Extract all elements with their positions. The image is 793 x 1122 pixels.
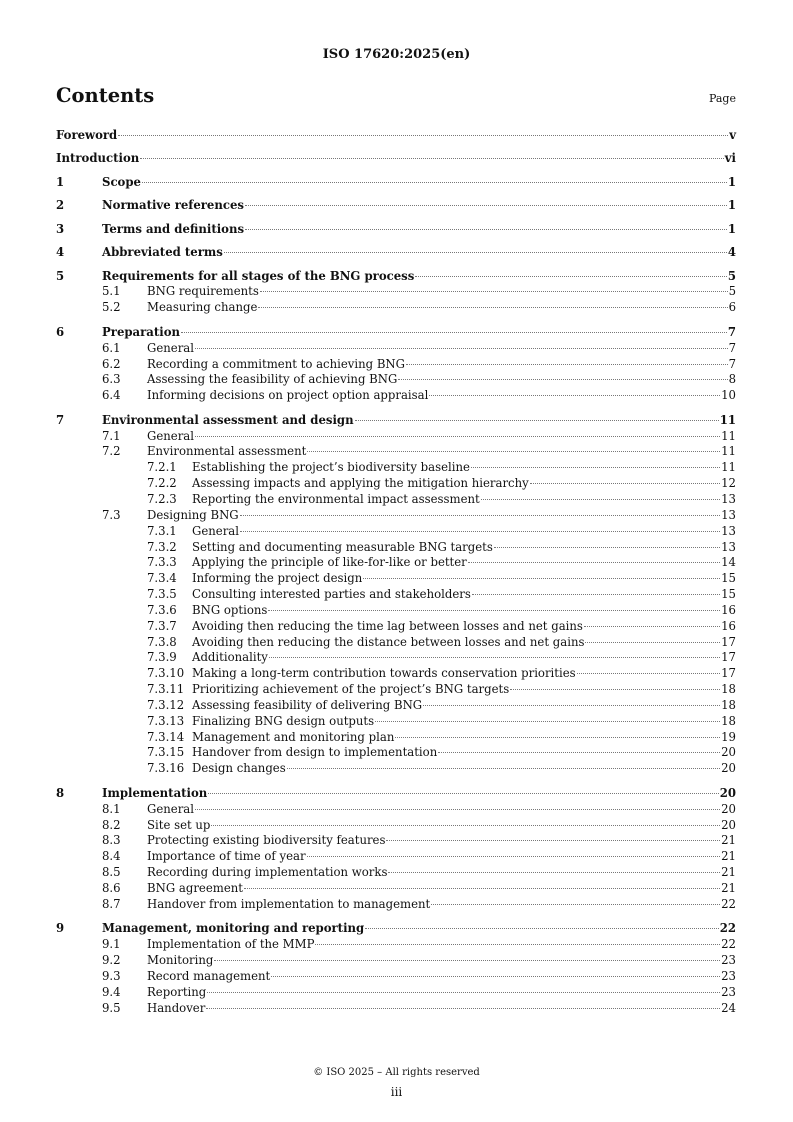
- toc-entry[interactable]: [56, 818, 736, 834]
- dot-leader: [258, 307, 727, 308]
- toc-entry-number: 6.3: [102, 372, 121, 387]
- toc-entry-number: 3: [56, 221, 65, 236]
- toc-entry-page: 17: [721, 666, 736, 681]
- toc-entry-title: Applying the principle of like-for-like or better: [192, 555, 467, 570]
- toc-entry[interactable]: [56, 388, 736, 404]
- toc-entry[interactable]: [56, 151, 736, 167]
- copyright-footer: © ISO 2025 – All rights reserved: [313, 1067, 480, 1078]
- dot-leader: [240, 531, 720, 532]
- toc-entry-number: 8.5: [102, 865, 121, 880]
- toc-entry-title: Preparation: [102, 324, 180, 339]
- toc-entry-number: 8.4: [102, 849, 121, 864]
- dot-leader: [395, 737, 720, 738]
- toc-entry-page: 16: [721, 618, 736, 633]
- toc-entry-title: BNG options: [192, 602, 268, 617]
- dot-leader: [438, 752, 720, 753]
- toc-entry-title: Assessing impacts and applying the mitigation hierarchy: [192, 476, 529, 491]
- toc-entry[interactable]: [56, 300, 736, 316]
- toc-entry-title: Assessing feasibility of delivering BNG: [192, 697, 423, 712]
- dot-leader: [207, 992, 720, 993]
- toc-entry-page: 22: [721, 937, 736, 952]
- toc-entry-page: 7: [728, 340, 736, 355]
- toc-entry-number: 7.3.11: [147, 682, 185, 697]
- toc-entry-number: 7.3.16: [147, 761, 185, 776]
- toc-entry-title: Additionality: [192, 650, 268, 665]
- document-id-header: ISO 17620:2025(en): [322, 47, 471, 62]
- dot-leader: [214, 960, 720, 961]
- toc-entry-page: 7: [727, 324, 736, 339]
- toc-entry-title: Protecting existing biodiversity features: [147, 833, 386, 848]
- toc-entry[interactable]: [56, 128, 736, 144]
- toc-entry-title: General: [147, 340, 194, 355]
- toc-entry-page: 23: [721, 984, 736, 999]
- toc-entry-page: 21: [721, 880, 736, 895]
- dot-leader: [140, 158, 724, 159]
- toc-entry-title: Normative references: [102, 198, 244, 213]
- toc-entry-page: 1: [727, 198, 736, 213]
- toc-entry-page: 10: [721, 388, 736, 403]
- toc-entry-number: 7: [56, 412, 65, 427]
- toc-entry-title: Designing BNG: [147, 507, 239, 522]
- toc-entry-number: 7.1: [102, 428, 121, 443]
- toc-entry-number: 9.2: [102, 952, 121, 967]
- toc-entry-title: Consulting interested parties and stakeholders: [192, 587, 471, 602]
- toc-entry-page: 12: [721, 476, 736, 491]
- toc-entry-number: 7.3.14: [147, 729, 185, 744]
- toc-entry-title: Environmental assessment: [147, 444, 307, 459]
- toc-entry-number: 2: [56, 198, 65, 213]
- toc-entry-number: 7.3.15: [147, 745, 185, 760]
- toc-entry[interactable]: [56, 698, 736, 714]
- toc-entry-number: 7.2: [102, 444, 121, 459]
- toc-entry-title: Informing decisions on project option appraisal: [147, 388, 429, 403]
- toc-entry-title: Reporting the environmental impact assessment: [192, 491, 480, 506]
- toc-entry[interactable]: [56, 444, 736, 460]
- page-column-label: Page: [708, 92, 736, 105]
- toc-entry[interactable]: [56, 540, 736, 556]
- dot-leader: [355, 420, 719, 421]
- dot-leader: [195, 348, 728, 349]
- dot-leader: [244, 888, 720, 889]
- toc-entry-number: 7.3.7: [147, 618, 177, 633]
- toc-entry-number: 8.1: [102, 801, 121, 816]
- dot-leader: [307, 856, 721, 857]
- toc-entry-page: 7: [728, 356, 736, 371]
- toc-entry[interactable]: [56, 849, 736, 865]
- toc-entry-page: 1: [727, 221, 736, 236]
- toc-entry-page: 1: [727, 174, 736, 189]
- toc-entry[interactable]: [56, 413, 736, 429]
- dot-leader: [386, 840, 720, 841]
- toc-entry-number: 8: [56, 785, 65, 800]
- dot-leader: [510, 689, 720, 690]
- toc-entry-number: 7.2.1: [147, 460, 177, 475]
- toc-entry-page: 5: [728, 284, 736, 299]
- dot-leader: [468, 562, 720, 563]
- toc-entry-title: Record management: [147, 968, 271, 983]
- toc-entry-title: Handover from implementation to management: [147, 896, 431, 911]
- toc-entry-number: 7.3.12: [147, 697, 185, 712]
- toc-entry[interactable]: [56, 802, 736, 818]
- toc-entry[interactable]: [56, 284, 736, 300]
- toc-entry[interactable]: [56, 198, 736, 214]
- toc-entry-number: 7.3.10: [147, 666, 185, 681]
- toc-entry-title: Design changes: [192, 761, 286, 776]
- dot-leader: [195, 809, 720, 810]
- dot-leader: [471, 467, 720, 468]
- toc-entry-page: 18: [721, 697, 736, 712]
- toc-entry[interactable]: [56, 833, 736, 849]
- dot-leader: [224, 252, 727, 253]
- toc-entry-number: 7.3.3: [147, 555, 177, 570]
- toc-entry-title: Introduction: [56, 151, 140, 166]
- toc-entry-number: 8.2: [102, 817, 121, 832]
- toc-entry-title: Scope: [102, 174, 141, 189]
- dot-leader: [415, 276, 727, 277]
- toc-entry-number: 5.1: [102, 284, 121, 299]
- toc-entry[interactable]: [56, 865, 736, 881]
- toc-entry-page: 23: [721, 952, 736, 967]
- toc-entry[interactable]: [56, 603, 736, 619]
- toc-entry-page: v: [729, 128, 736, 142]
- toc-entry-page: 13: [721, 507, 736, 522]
- toc-entry-title: Making a long-term contribution towards conservation priorities: [192, 666, 576, 681]
- toc-entry[interactable]: [56, 666, 736, 682]
- toc-entry[interactable]: [56, 492, 736, 508]
- toc-entry[interactable]: [56, 1001, 736, 1017]
- toc-entry-page: 8: [728, 372, 736, 387]
- toc-entry-title: Implementation: [102, 785, 208, 800]
- toc-entry-number: 9.1: [102, 937, 121, 952]
- toc-entry-number: 4: [56, 245, 65, 260]
- toc-entry[interactable]: [56, 222, 736, 238]
- toc-entry[interactable]: [56, 650, 736, 666]
- dot-leader: [307, 451, 720, 452]
- toc-entry-title: General: [192, 523, 239, 538]
- toc-entry-number: 6: [56, 324, 65, 339]
- toc-entry-title: Recording a commitment to achieving BNG: [147, 356, 405, 371]
- toc-entry-page: 13: [721, 539, 736, 554]
- toc-entry-page: 23: [721, 968, 736, 983]
- toc-entry-page: 17: [721, 634, 736, 649]
- toc-entry-page: 5: [727, 268, 736, 283]
- toc-entry[interactable]: [56, 953, 736, 969]
- dot-leader: [398, 379, 727, 380]
- dot-leader: [287, 768, 720, 769]
- toc-entry-page: 11: [719, 412, 736, 427]
- toc-entry-page: 18: [721, 682, 736, 697]
- toc-entry-title: Recording during implementation works: [147, 865, 388, 880]
- toc-entry[interactable]: [56, 897, 736, 913]
- toc-entry-number: 8.3: [102, 833, 121, 848]
- toc-entry-title: Prioritizing achievement of the project’s BNG targets: [192, 682, 510, 697]
- toc-entry[interactable]: [56, 357, 736, 373]
- toc-entry-title: Environmental assessment and design: [102, 412, 354, 427]
- toc-entry[interactable]: [56, 587, 736, 603]
- toc-entry-number: 6.1: [102, 340, 121, 355]
- toc-entry-page: 11: [721, 444, 736, 459]
- dot-leader: [388, 872, 720, 873]
- toc-entry-page: 11: [721, 428, 736, 443]
- toc-entry-page: 14: [721, 555, 736, 570]
- toc-entry-number: 7.2.2: [147, 476, 177, 491]
- toc-entry-title: Assessing the feasibility of achieving BNG: [147, 372, 398, 387]
- toc-entry-title: Implementation of the MMP: [147, 937, 315, 952]
- dot-leader: [206, 1008, 720, 1009]
- toc-entry-title: Abbreviated terms: [102, 245, 223, 260]
- toc-entry-number: 7.3.13: [147, 713, 185, 728]
- toc-entry-number: 1: [56, 174, 65, 189]
- toc-entry-title: Handover: [147, 1000, 206, 1015]
- dot-leader: [494, 547, 720, 548]
- dot-leader: [375, 721, 720, 722]
- dot-leader: [363, 578, 720, 579]
- toc-entry-page: 17: [721, 650, 736, 665]
- toc-entry-title: Importance of time of year: [147, 849, 306, 864]
- toc-entry-page: 19: [721, 729, 736, 744]
- toc-entry[interactable]: [56, 372, 736, 388]
- toc-entry-title: Requirements for all stages of the BNG process: [102, 268, 415, 283]
- toc-entry[interactable]: [56, 730, 736, 746]
- toc-entry[interactable]: [56, 714, 736, 730]
- toc-entry-number: 7.3.2: [147, 539, 177, 554]
- toc-entry-number: 7.3.8: [147, 634, 177, 649]
- dot-leader: [365, 928, 719, 929]
- dot-leader: [208, 793, 718, 794]
- toc-entry-title: General: [147, 428, 194, 443]
- toc-entry-title: BNG agreement: [147, 880, 243, 895]
- toc-entry-title: Finalizing BNG design outputs: [192, 713, 375, 728]
- toc-entry-number: 9.3: [102, 968, 121, 983]
- dot-leader: [315, 944, 720, 945]
- toc-entry-number: 7.3: [102, 507, 121, 522]
- dot-leader: [472, 594, 720, 595]
- toc-entry[interactable]: [56, 937, 736, 953]
- toc-entry-number: 9: [56, 921, 65, 936]
- toc-entry-number: 8.6: [102, 880, 121, 895]
- dot-leader: [585, 642, 720, 643]
- toc-entry-page: 20: [721, 817, 736, 832]
- toc-entry-number: 7.2.3: [147, 491, 177, 506]
- toc-entry-title: Measuring change: [147, 300, 258, 315]
- toc-entry[interactable]: [56, 524, 736, 540]
- toc-entry-page: 15: [721, 571, 736, 586]
- dot-leader: [245, 229, 727, 230]
- toc-entry[interactable]: [56, 325, 736, 341]
- dot-leader: [211, 825, 720, 826]
- toc-entry[interactable]: [56, 921, 736, 937]
- dot-leader: [118, 135, 728, 136]
- toc-entry-title: Informing the project design: [192, 571, 363, 586]
- dot-leader: [584, 626, 720, 627]
- toc-entry-page: 21: [721, 849, 736, 864]
- toc-entry-page: 18: [721, 713, 736, 728]
- toc-entry[interactable]: [56, 555, 736, 571]
- toc-entry-title: Handover from design to implementation: [192, 745, 438, 760]
- dot-leader: [271, 976, 720, 977]
- toc-entry-title: Terms and definitions: [102, 221, 245, 236]
- toc-entry-page: 24: [721, 1000, 736, 1015]
- toc-entry[interactable]: [56, 460, 736, 476]
- toc-entry-number: 5: [56, 268, 65, 283]
- page-number: iii: [390, 1085, 403, 1099]
- toc-entry[interactable]: [56, 175, 736, 191]
- toc-entry[interactable]: [56, 761, 736, 777]
- dot-leader: [240, 515, 720, 516]
- toc-entry[interactable]: [56, 508, 736, 524]
- toc-entry[interactable]: [56, 635, 736, 651]
- toc-entry-title: BNG requirements: [147, 284, 259, 299]
- toc-entry-title: Management and monitoring plan: [192, 729, 395, 744]
- dot-leader: [431, 904, 720, 905]
- toc-entry-page: 4: [727, 245, 736, 260]
- dot-leader: [481, 499, 720, 500]
- dot-leader: [195, 436, 720, 437]
- dot-leader: [268, 610, 720, 611]
- toc-entry-number: 6.2: [102, 356, 121, 371]
- toc-entry-number: 5.2: [102, 300, 121, 315]
- toc-entry-title: Establishing the project’s biodiversity baseline: [192, 460, 470, 475]
- contents-title: Contents: [56, 84, 155, 107]
- toc-entry-number: 9.4: [102, 984, 121, 999]
- toc-entry-title: Avoiding then reducing the distance between losses and net gains: [192, 634, 585, 649]
- toc-entry-page: 21: [721, 833, 736, 848]
- toc-entry-title: Management, monitoring and reporting: [102, 921, 365, 936]
- dot-leader: [142, 182, 727, 183]
- toc-entry-number: 7.3.4: [147, 571, 177, 586]
- toc-entry[interactable]: [56, 619, 736, 635]
- toc-entry-page: 11: [721, 460, 736, 475]
- toc-entry-page: vi: [724, 151, 736, 166]
- dot-leader: [423, 705, 720, 706]
- dot-leader: [245, 205, 727, 206]
- toc-entry-number: 7.3.9: [147, 650, 177, 665]
- toc-entry-title: Monitoring: [147, 952, 214, 967]
- toc-entry-page: 20: [721, 761, 736, 776]
- toc-entry[interactable]: [56, 969, 736, 985]
- toc-entry-page: 13: [721, 491, 736, 506]
- toc-entry-number: 9.5: [102, 1000, 121, 1015]
- toc-entry-title: Avoiding then reducing the time lag between losses and net gains: [192, 618, 583, 633]
- toc-entry-title: General: [147, 801, 194, 816]
- dot-leader: [530, 483, 720, 484]
- toc-entry[interactable]: [56, 476, 736, 492]
- toc-entry-page: 15: [721, 587, 736, 602]
- toc-entry-page: 22: [719, 921, 736, 936]
- toc-entry-page: 22: [721, 896, 736, 911]
- toc-entry-page: 20: [721, 745, 736, 760]
- toc-entry-title: Site set up: [147, 817, 211, 832]
- dot-leader: [260, 291, 728, 292]
- toc-entry-title: Reporting: [147, 984, 207, 999]
- toc-entry[interactable]: [56, 571, 736, 587]
- table-of-contents: [56, 128, 736, 1016]
- toc-entry[interactable]: [56, 682, 736, 698]
- dot-leader: [429, 395, 720, 396]
- toc-entry-title: Foreword: [56, 128, 118, 142]
- toc-entry-page: 16: [721, 602, 736, 617]
- toc-entry-number: 7.3.1: [147, 523, 177, 538]
- toc-entry[interactable]: [56, 341, 736, 357]
- dot-leader: [406, 364, 728, 365]
- toc-entry-number: 7.3.5: [147, 587, 177, 602]
- toc-entry[interactable]: [56, 881, 736, 897]
- dot-leader: [269, 657, 720, 658]
- toc-entry-page: 20: [719, 785, 736, 800]
- toc-entry-number: 7.3.6: [147, 602, 177, 617]
- dot-leader: [181, 332, 727, 333]
- toc-entry-page: 20: [721, 801, 736, 816]
- dot-leader: [577, 673, 720, 674]
- toc-entry-title: Setting and documenting measurable BNG targets: [192, 539, 493, 554]
- toc-entry[interactable]: [56, 745, 736, 761]
- toc-entry[interactable]: [56, 245, 736, 261]
- toc-entry-page: 6: [728, 300, 736, 315]
- toc-entry[interactable]: [56, 985, 736, 1001]
- toc-entry[interactable]: [56, 786, 736, 802]
- toc-entry-number: 6.4: [102, 388, 121, 403]
- toc-entry-page: 21: [721, 865, 736, 880]
- toc-entry-page: 13: [721, 523, 736, 538]
- toc-entry-number: 8.7: [102, 896, 121, 911]
- toc-entry[interactable]: [56, 429, 736, 445]
- toc-entry[interactable]: [56, 269, 736, 285]
